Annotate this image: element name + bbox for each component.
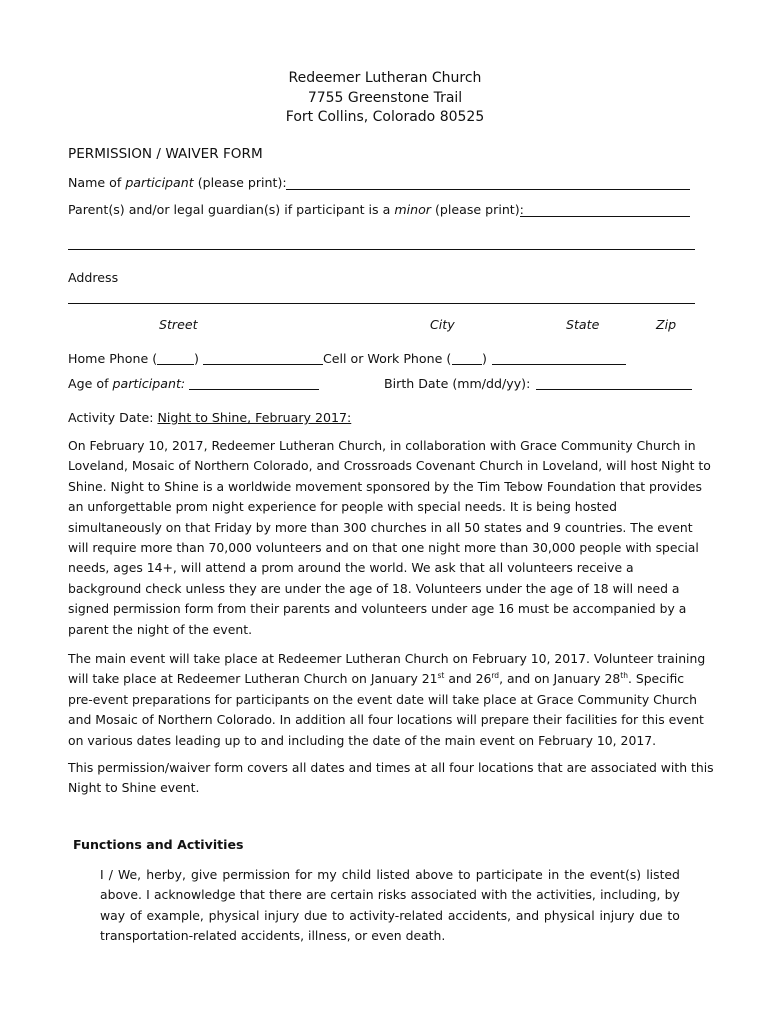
word: physical — [208, 907, 260, 923]
home-phone-paren: ) — [194, 351, 199, 366]
home-phone-area-field[interactable] — [157, 364, 194, 365]
functions-heading: Functions and Activities — [73, 837, 244, 852]
word: there — [269, 887, 302, 903]
word: herby, — [146, 867, 186, 882]
word: including, — [600, 887, 661, 903]
word: certain — [330, 887, 374, 903]
word: are — [306, 887, 327, 903]
cell-phone-area-field[interactable] — [452, 364, 482, 365]
word: acknowledge — [153, 887, 236, 903]
cell-phone-paren: ) — [482, 351, 487, 366]
word: above. — [100, 887, 142, 903]
event-description: On February 10, 2017, Redeemer Lutheran Church, in collaboration with Grace Community Church in Loveland, Mosaic of Northern Colorado, and Crossroads Covenant Church in Loveland, will host Night to Shine. Night to Shine is a worldwide movement sponsored by the Tim Tebow Foundation that provides an unforgettable prom night experience for people with special needs. It is being hosted simultaneously on that Friday by more than 300 churches in all 50 states and 9 countries. The event will require more than 70,000 volunteers and on that one night more than 30,000 people with special needs, ages 14+, will attend a prom around the world. We ask that all volunteers receive a background check unless they are under the age of 18. Volunteers under the age of 18 will need a signed permission form from their parents and volunteers under age 16 must be accompanied by a parent the night of the event. — [68, 438, 711, 637]
functions-line — [100, 906, 680, 926]
state-label: State — [566, 317, 600, 332]
org-city: Fort Collins, Colorado 80525 — [285, 109, 485, 125]
word: We, — [118, 867, 142, 882]
word: to — [458, 867, 471, 882]
word: injury — [599, 907, 635, 923]
word: child — [341, 867, 372, 882]
word: with — [481, 887, 508, 903]
cell-phone-label: Cell or Work Phone ( — [323, 351, 452, 366]
word: above — [415, 867, 454, 882]
word: due — [303, 907, 328, 923]
word: way — [100, 907, 126, 923]
coverage-description: This permission/waiver form covers all dates and times at all four locations that are associated with this Night to Shine event. — [68, 760, 714, 796]
word: due — [639, 907, 663, 923]
word: activities, — [536, 887, 596, 903]
word: that — [239, 887, 265, 903]
word: the — [564, 867, 585, 882]
word: my — [317, 867, 337, 882]
word: risks — [377, 887, 407, 903]
guardian-name-label: Parent(s) and/or legal guardian(s) if participant is a minor (please print): — [68, 202, 524, 217]
home-phone-field[interactable] — [203, 364, 323, 365]
word: in — [547, 867, 560, 882]
org-name: Redeemer Lutheran Church — [288, 70, 482, 86]
word: and — [515, 907, 540, 923]
word: give — [191, 867, 218, 882]
word: associated — [410, 887, 477, 903]
zip-label: Zip — [656, 317, 677, 332]
home-phone-label: Home Phone ( — [68, 351, 158, 366]
age-label: Age of participant: — [68, 376, 186, 391]
participant-name-label: Name of participant (please print): — [68, 175, 287, 190]
age-field[interactable] — [189, 389, 319, 390]
city-label: City — [430, 317, 455, 332]
street-label: Street — [159, 317, 198, 332]
word: listed — [646, 867, 680, 882]
birth-date-label: Birth Date (mm/dd/yy): — [384, 376, 531, 391]
word: I — [100, 867, 104, 882]
word: accidents, — [447, 907, 512, 923]
functions-line — [100, 885, 680, 905]
guardian-name-field[interactable] — [520, 216, 690, 217]
org-street: 7755 Greenstone Trail — [307, 90, 463, 106]
word: physical — [543, 907, 595, 923]
word: event(s) — [589, 867, 642, 882]
functions-line: transportation-related accidents, illness, or even death. — [100, 928, 446, 944]
word: to — [667, 907, 680, 923]
cell-phone-field[interactable] — [492, 364, 626, 365]
word: for — [295, 867, 313, 882]
word: participate — [475, 867, 543, 882]
word: example, — [146, 907, 204, 923]
activity-date: Activity Date: Night to Shine, February 2017: — [68, 410, 352, 425]
functions-line — [100, 865, 680, 885]
word: by — [664, 887, 680, 903]
word: permission — [222, 867, 291, 882]
word: / — [108, 867, 113, 882]
form-title: PERMISSION / WAIVER FORM — [68, 146, 263, 162]
address-label: Address — [68, 270, 119, 285]
functions-paragraph — [100, 865, 680, 947]
word: the — [511, 887, 532, 903]
guardian-name-field-line2[interactable] — [68, 249, 695, 250]
word: to — [332, 907, 345, 923]
word: I — [146, 887, 150, 903]
word: activity-related — [349, 907, 444, 923]
address-field[interactable] — [68, 303, 695, 304]
birth-date-field[interactable] — [536, 389, 692, 390]
training-description: The main event will take place at Redeemer Lutheran Church on February 10, 2017. Volunteer training will take place at Redeemer Lutheran Church on January 21st and 26rd, and on January 28th. Specific pre-event preparations for participants on the event date will take place at Grace Community Church and Mosaic of Northern Colorado. In addition all four locations will prepare their facilities for this event on various dates leading up to and including the date of the main event on February 10, 2017. — [68, 651, 706, 748]
word: injury — [264, 907, 300, 923]
word: listed — [376, 867, 410, 882]
word: of — [129, 907, 142, 923]
participant-name-field[interactable] — [286, 189, 690, 190]
